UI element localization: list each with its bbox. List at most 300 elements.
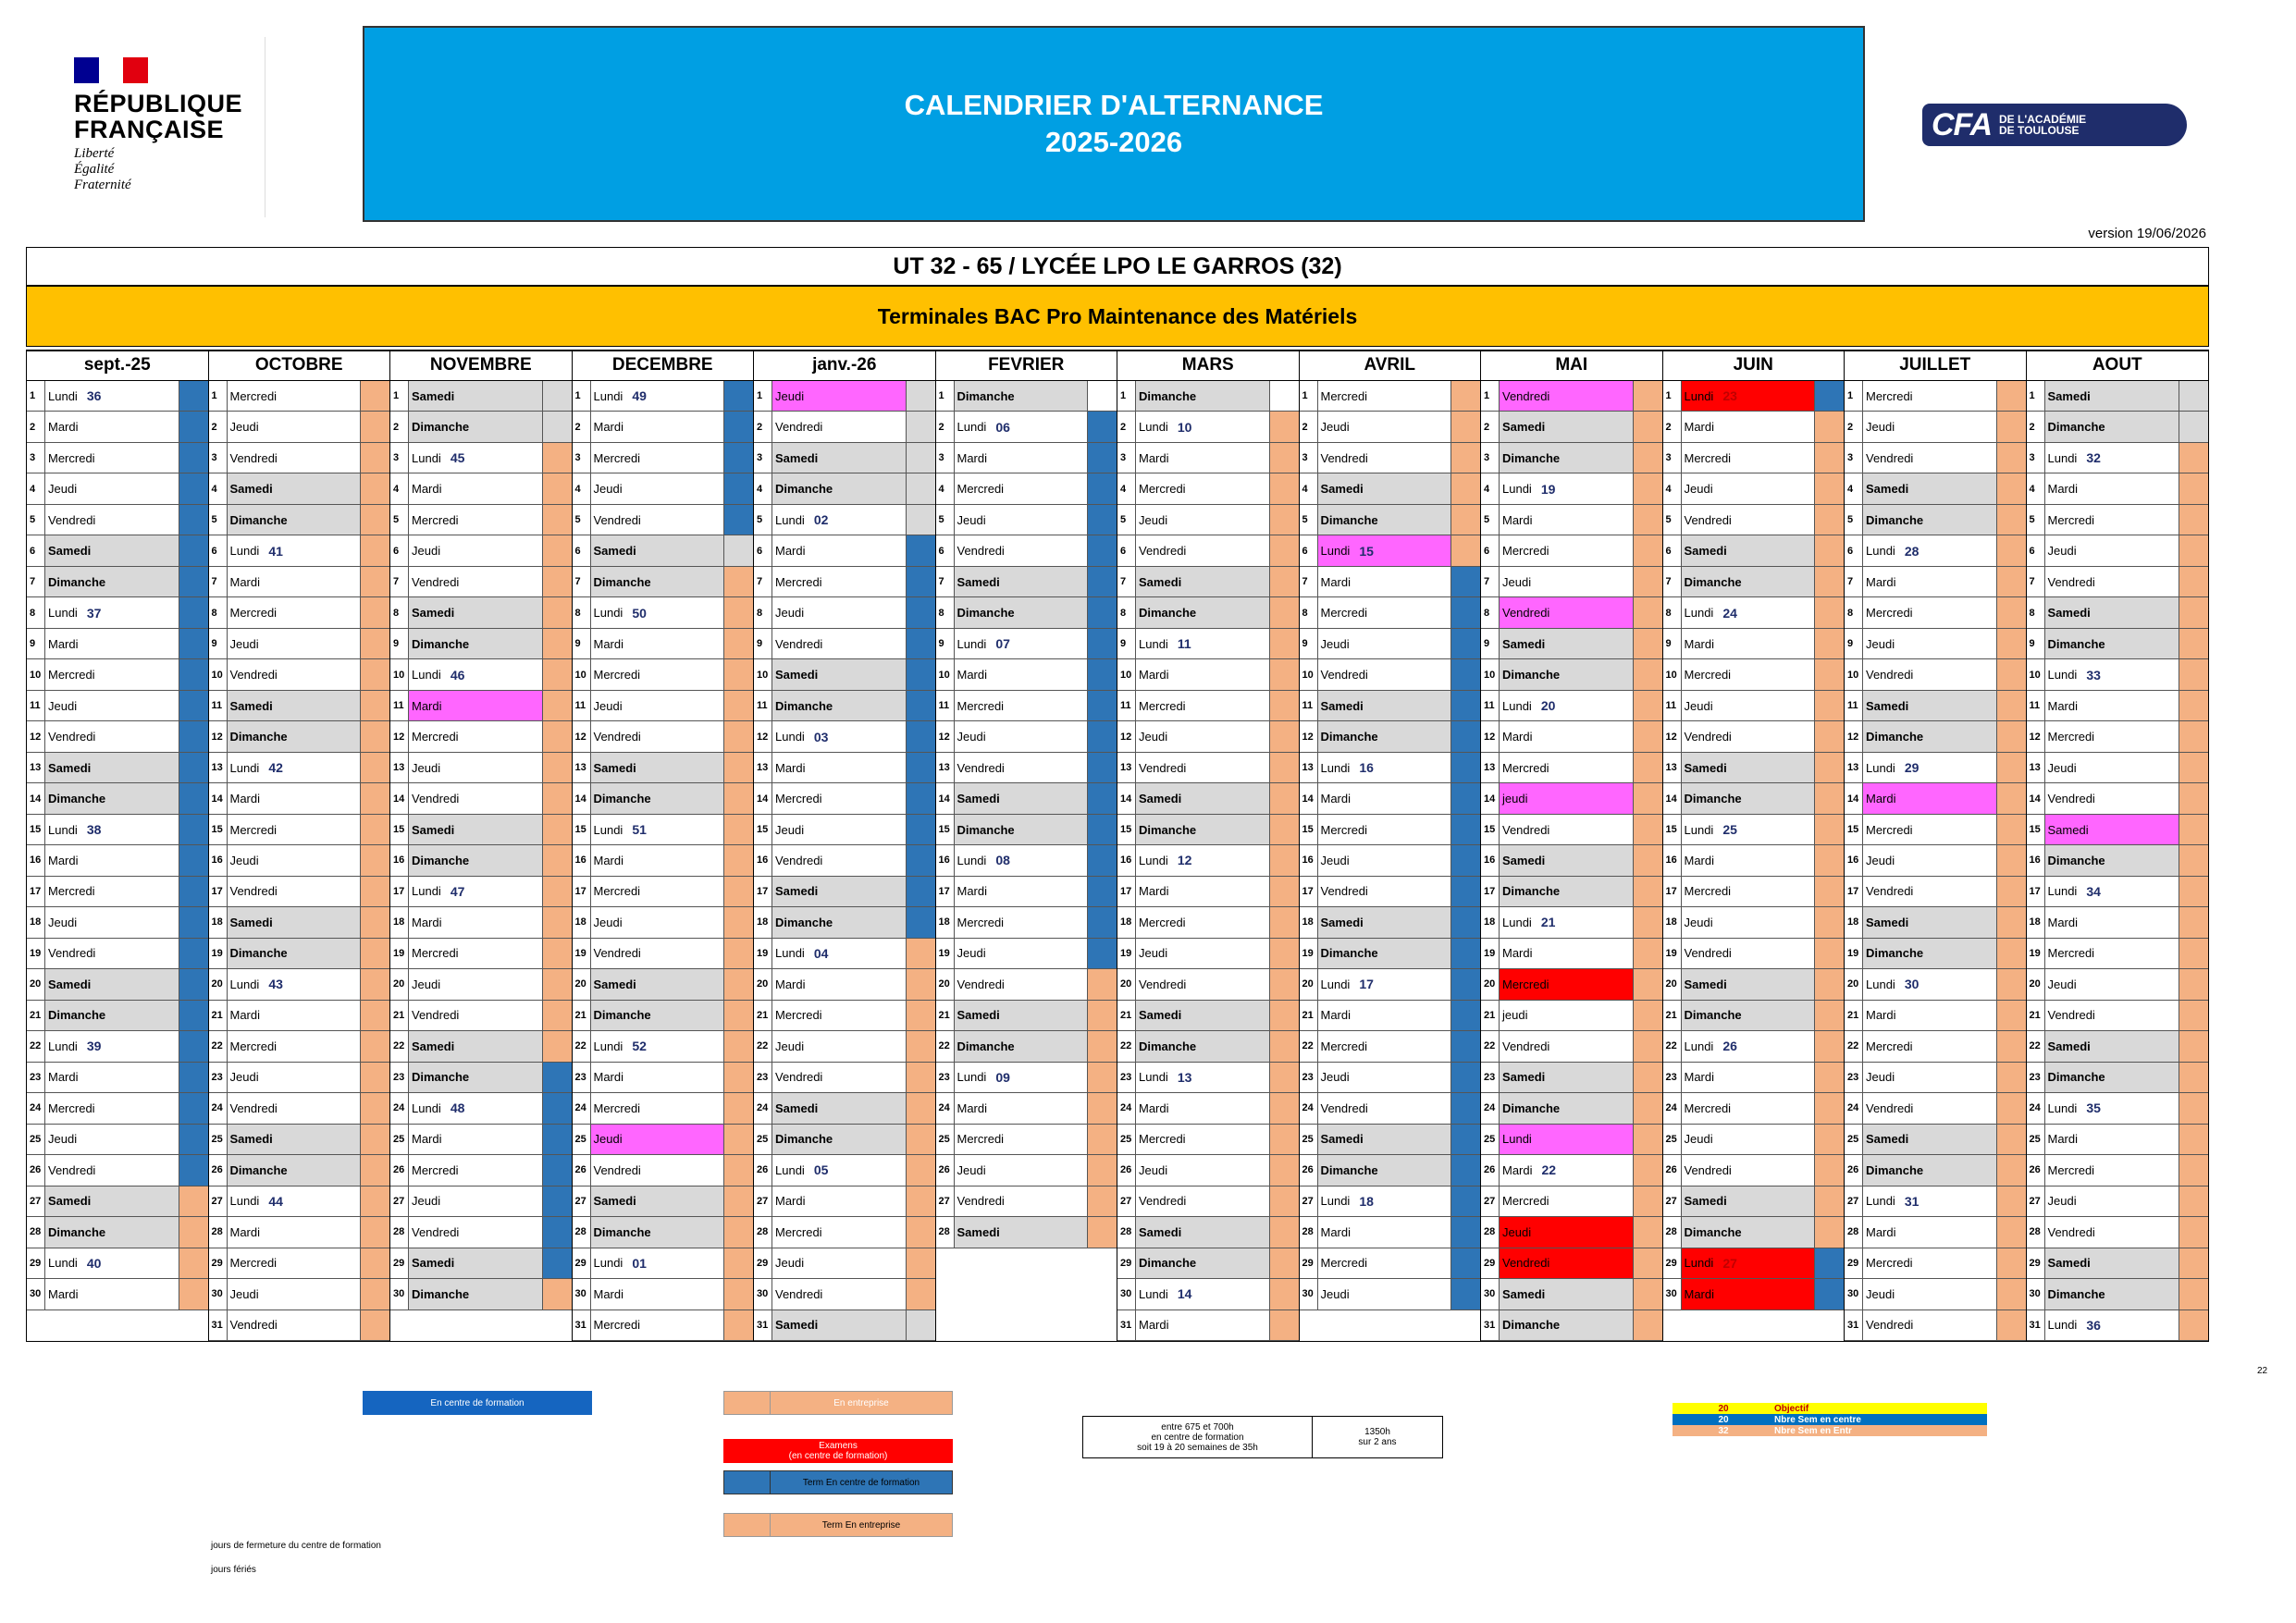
status-cell xyxy=(543,783,572,813)
day-name: Dimanche xyxy=(591,783,725,813)
status-cell xyxy=(543,845,572,875)
day-row xyxy=(573,907,754,938)
day-number: 11 xyxy=(390,691,409,720)
day-row xyxy=(573,1248,754,1279)
day-number: 13 xyxy=(1663,753,1682,782)
status-cell xyxy=(1088,597,1117,627)
day-row xyxy=(27,1063,208,1093)
month-column xyxy=(936,350,1118,1341)
status-cell xyxy=(907,1187,935,1216)
day-number: 13 xyxy=(1845,753,1863,782)
status-cell xyxy=(1270,1063,1299,1092)
day-number: 12 xyxy=(1845,721,1863,751)
day-name: Dimanche xyxy=(2045,1279,2180,1309)
day-name: Dimanche xyxy=(2045,845,2180,875)
day-number: 11 xyxy=(1117,691,1136,720)
day-name: Vendredi xyxy=(228,877,362,906)
week-number: 16 xyxy=(1359,760,1374,776)
day-number: 14 xyxy=(573,783,591,813)
day-row xyxy=(390,473,572,504)
day-number: 21 xyxy=(1663,1001,1682,1030)
day-name: Vendredi xyxy=(1500,1248,1634,1278)
status-cell xyxy=(1997,1031,2026,1061)
day-row xyxy=(1300,535,1481,566)
status-cell xyxy=(1634,691,1662,720)
day-number: 23 xyxy=(1481,1063,1500,1092)
status-cell xyxy=(907,1310,935,1340)
status-cell xyxy=(361,845,389,875)
status-cell xyxy=(2179,1093,2208,1123)
day-row xyxy=(390,721,572,752)
status-cell xyxy=(1634,443,1662,473)
status-cell xyxy=(1815,505,1844,535)
status-cell xyxy=(361,1155,389,1185)
day-row xyxy=(754,1155,935,1186)
status-cell xyxy=(1088,535,1117,565)
status-cell xyxy=(1815,1248,1844,1278)
day-row xyxy=(1845,597,2026,628)
day-number: 12 xyxy=(936,721,955,751)
day-row xyxy=(754,1248,935,1279)
day-number: 17 xyxy=(2027,877,2045,906)
week-number: 34 xyxy=(2086,883,2101,899)
day-name: Jeudi xyxy=(955,939,1089,968)
day-number: 30 xyxy=(209,1279,228,1309)
status-cell xyxy=(2179,1187,2208,1216)
day-name: Vendredi xyxy=(1318,659,1452,689)
day-name: Mardi xyxy=(1863,567,1997,596)
day-name: Vendredi xyxy=(2045,1217,2180,1247)
day-row xyxy=(1845,907,2026,938)
status-cell xyxy=(724,412,753,441)
day-row xyxy=(936,691,1117,721)
status-cell xyxy=(1270,969,1299,999)
day-number: 28 xyxy=(1845,1217,1863,1247)
day-name: Vendredi xyxy=(1682,939,1816,968)
status-cell xyxy=(543,443,572,473)
day-row xyxy=(573,783,754,814)
day-name: Samedi xyxy=(2045,1031,2180,1061)
month-column xyxy=(1481,350,1663,1341)
status-cell xyxy=(907,1248,935,1278)
day-row xyxy=(209,783,390,814)
day-number: 10 xyxy=(1481,659,1500,689)
day-number: 15 xyxy=(573,815,591,844)
day-name: Lundi 23 xyxy=(1682,381,1816,411)
day-number: 27 xyxy=(390,1187,409,1216)
day-row xyxy=(209,597,390,628)
day-number: 15 xyxy=(2027,815,2045,844)
day-row xyxy=(1300,1125,1481,1155)
day-number: 22 xyxy=(754,1031,772,1061)
day-name: Lundi 14 xyxy=(1136,1279,1270,1309)
day-row xyxy=(1300,721,1481,752)
day-name: Mercredi xyxy=(45,877,179,906)
day-name: Mercredi xyxy=(1500,535,1634,565)
day-name: Mardi xyxy=(409,907,543,937)
status-cell xyxy=(543,1155,572,1185)
day-number: 3 xyxy=(27,443,45,473)
day-number: 3 xyxy=(1481,443,1500,473)
day-number: 23 xyxy=(209,1063,228,1092)
day-number: 14 xyxy=(390,783,409,813)
day-name: Samedi xyxy=(772,659,907,689)
day-name: Dimanche xyxy=(2045,629,2180,658)
status-cell xyxy=(2179,939,2208,968)
status-cell xyxy=(1997,877,2026,906)
day-number: 17 xyxy=(209,877,228,906)
day-number: 28 xyxy=(390,1217,409,1247)
status-cell xyxy=(907,1155,935,1185)
status-cell xyxy=(907,877,935,906)
day-row xyxy=(390,1093,572,1124)
status-cell xyxy=(724,1310,753,1340)
day-number: 4 xyxy=(1845,473,1863,503)
day-name: Mardi xyxy=(228,1001,362,1030)
day-row xyxy=(1300,1155,1481,1186)
status-cell xyxy=(179,815,208,844)
day-row xyxy=(1845,443,2026,473)
day-name: Mardi xyxy=(1500,505,1634,535)
status-cell xyxy=(179,1125,208,1154)
day-row xyxy=(754,1063,935,1093)
day-number: 7 xyxy=(27,567,45,596)
day-row xyxy=(27,659,208,690)
day-number: 4 xyxy=(2027,473,2045,503)
status-cell xyxy=(1634,535,1662,565)
status-cell xyxy=(2179,815,2208,844)
day-number: 1 xyxy=(1300,381,1318,411)
day-name: Mercredi xyxy=(591,1310,725,1340)
day-name: Jeudi xyxy=(2045,1187,2180,1216)
status-cell xyxy=(179,381,208,411)
day-name: Vendredi xyxy=(1500,381,1634,411)
centre-num: 20 xyxy=(1718,1414,1729,1425)
day-name: Mardi xyxy=(2045,1125,2180,1154)
day-name: Samedi xyxy=(1136,1217,1270,1247)
day-row xyxy=(1300,1248,1481,1279)
day-name: Mardi xyxy=(1682,629,1816,658)
status-cell xyxy=(724,505,753,535)
day-name: Lundi 46 xyxy=(409,659,543,689)
day-number: 9 xyxy=(936,629,955,658)
day-name: Mardi xyxy=(955,443,1089,473)
day-row xyxy=(936,969,1117,1000)
day-name: Vendredi xyxy=(228,1093,362,1123)
day-name: Vendredi xyxy=(1136,535,1270,565)
status-cell xyxy=(907,845,935,875)
day-row xyxy=(209,412,390,442)
day-row xyxy=(1300,1031,1481,1062)
day-row xyxy=(1481,1063,1662,1093)
status-cell xyxy=(724,1155,753,1185)
day-number: 11 xyxy=(1663,691,1682,720)
day-row xyxy=(27,567,208,597)
day-name: Lundi 20 xyxy=(1500,691,1634,720)
status-cell xyxy=(179,845,208,875)
day-row xyxy=(209,1031,390,1062)
day-number: 17 xyxy=(390,877,409,906)
day-number: 2 xyxy=(209,412,228,441)
day-name: Dimanche xyxy=(409,412,543,441)
status-cell xyxy=(1270,721,1299,751)
day-row xyxy=(1663,721,1845,752)
status-cell xyxy=(1815,1031,1844,1061)
day-row xyxy=(27,939,208,969)
day-number: 5 xyxy=(573,505,591,535)
republique-francaise-logo xyxy=(74,57,268,196)
day-row xyxy=(390,629,572,659)
day-row xyxy=(1481,1217,1662,1248)
day-name: Jeudi xyxy=(1318,845,1452,875)
day-name: Jeudi xyxy=(409,1187,543,1216)
day-name: Dimanche xyxy=(45,1001,179,1030)
day-name: Jeudi xyxy=(1500,1217,1634,1247)
day-name: Mercredi xyxy=(409,505,543,535)
legend-fermeture: jours de fermeture du centre de formation xyxy=(211,1541,381,1551)
status-cell xyxy=(1634,505,1662,535)
day-name: Lundi 03 xyxy=(772,721,907,751)
week-number: 24 xyxy=(1722,605,1737,621)
day-number: 16 xyxy=(1663,845,1682,875)
week-number: 27 xyxy=(1722,1255,1737,1271)
day-row xyxy=(1663,691,1845,721)
day-row xyxy=(573,969,754,1000)
day-number: 30 xyxy=(1663,1279,1682,1309)
status-cell xyxy=(2179,381,2208,411)
day-number: 12 xyxy=(1481,721,1500,751)
status-cell xyxy=(543,877,572,906)
day-name: Mardi xyxy=(772,1187,907,1216)
day-name: Samedi xyxy=(1500,1279,1634,1309)
week-number: 30 xyxy=(1904,977,1920,992)
status-cell xyxy=(724,567,753,596)
day-name: Mardi xyxy=(1136,659,1270,689)
day-number: 16 xyxy=(1481,845,1500,875)
day-number: 25 xyxy=(1845,1125,1863,1154)
day-name: Samedi xyxy=(2045,1248,2180,1278)
week-number: 06 xyxy=(995,419,1010,435)
status-cell xyxy=(2179,1001,2208,1030)
day-name: Jeudi xyxy=(772,1031,907,1061)
day-name: Mercredi xyxy=(2045,939,2180,968)
status-cell xyxy=(1997,691,2026,720)
day-name: Dimanche xyxy=(409,629,543,658)
week-number: 12 xyxy=(1177,853,1192,868)
day-name: Samedi xyxy=(591,535,725,565)
day-name: Lundi 39 xyxy=(45,1031,179,1061)
status-cell xyxy=(1451,1031,1480,1061)
day-number: 31 xyxy=(2027,1310,2045,1340)
day-name: Jeudi xyxy=(1318,412,1452,441)
status-cell xyxy=(1088,1125,1117,1154)
day-number: 8 xyxy=(209,597,228,627)
day-name: Jeudi xyxy=(1318,1279,1452,1309)
status-cell xyxy=(1088,473,1117,503)
day-number: 2 xyxy=(27,412,45,441)
status-cell xyxy=(543,535,572,565)
day-name: Vendredi xyxy=(591,939,725,968)
status-cell xyxy=(1815,845,1844,875)
day-row xyxy=(27,505,208,535)
day-row xyxy=(1845,753,2026,783)
day-number: 1 xyxy=(390,381,409,411)
day-row xyxy=(1481,1031,1662,1062)
day-name: Jeudi xyxy=(1863,629,1997,658)
day-row xyxy=(1300,753,1481,783)
status-cell xyxy=(1634,629,1662,658)
day-name: Mercredi xyxy=(955,1125,1089,1154)
day-name: Mardi xyxy=(1682,412,1816,441)
day-row xyxy=(390,1217,572,1248)
status-cell xyxy=(1088,969,1117,999)
status-cell xyxy=(179,659,208,689)
status-cell xyxy=(1270,1031,1299,1061)
status-cell xyxy=(361,1063,389,1092)
status-cell xyxy=(361,1125,389,1154)
day-row xyxy=(390,1125,572,1155)
status-cell xyxy=(1270,1248,1299,1278)
legend-term-entreprise xyxy=(723,1513,953,1537)
status-cell xyxy=(1634,412,1662,441)
day-row xyxy=(573,1031,754,1062)
day-row xyxy=(1300,473,1481,504)
page-number: 22 xyxy=(2257,1366,2268,1376)
day-row xyxy=(754,907,935,938)
day-number: 8 xyxy=(1481,597,1500,627)
status-cell xyxy=(2179,505,2208,535)
day-number: 8 xyxy=(936,597,955,627)
day-number: 13 xyxy=(27,753,45,782)
day-name: Jeudi xyxy=(409,969,543,999)
day-row xyxy=(573,1187,754,1217)
day-row xyxy=(1845,969,2026,1000)
day-name: Samedi xyxy=(591,753,725,782)
day-row xyxy=(390,753,572,783)
status-cell xyxy=(179,1155,208,1185)
day-name: Lundi 12 xyxy=(1136,845,1270,875)
status-cell xyxy=(724,969,753,999)
day-name: Lundi 36 xyxy=(45,381,179,411)
day-row xyxy=(573,1155,754,1186)
day-name: Mercredi xyxy=(1136,907,1270,937)
week-number: 20 xyxy=(1540,698,1556,714)
day-row xyxy=(1117,815,1299,845)
month-header: janv.-26 xyxy=(754,350,935,381)
day-row xyxy=(209,939,390,969)
day-number: 15 xyxy=(1663,815,1682,844)
day-number: 15 xyxy=(1845,815,1863,844)
status-cell xyxy=(1634,1217,1662,1247)
day-number: 3 xyxy=(390,443,409,473)
day-name: Dimanche xyxy=(2045,1063,2180,1092)
status-cell xyxy=(2179,877,2208,906)
status-cell xyxy=(1815,907,1844,937)
day-name: Samedi xyxy=(2045,381,2180,411)
status-cell xyxy=(179,443,208,473)
day-row xyxy=(2027,505,2209,535)
day-number: 10 xyxy=(1300,659,1318,689)
day-row xyxy=(390,939,572,969)
day-number: 24 xyxy=(390,1093,409,1123)
day-row xyxy=(1300,691,1481,721)
day-number: 17 xyxy=(1300,877,1318,906)
day-number: 18 xyxy=(209,907,228,937)
day-row xyxy=(936,877,1117,907)
day-number: 14 xyxy=(27,783,45,813)
day-row xyxy=(1481,381,1662,412)
day-number: 22 xyxy=(390,1031,409,1061)
day-name: Dimanche xyxy=(772,1125,907,1154)
status-cell xyxy=(2179,907,2208,937)
day-name: Samedi xyxy=(1682,969,1816,999)
day-row xyxy=(209,659,390,690)
day-row xyxy=(209,1217,390,1248)
status-cell xyxy=(1997,381,2026,411)
status-cell xyxy=(1270,753,1299,782)
day-name: Samedi xyxy=(45,753,179,782)
day-name: Vendredi xyxy=(772,845,907,875)
day-number: 19 xyxy=(209,939,228,968)
day-name: Lundi xyxy=(1500,1125,1634,1154)
day-row xyxy=(1845,939,2026,969)
day-number: 24 xyxy=(1663,1093,1682,1123)
week-number: 37 xyxy=(86,605,102,621)
day-name: Jeudi xyxy=(591,691,725,720)
day-name: Vendredi xyxy=(45,505,179,535)
status-cell xyxy=(1270,907,1299,937)
day-row xyxy=(1117,1031,1299,1062)
status-cell xyxy=(1088,505,1117,535)
day-row xyxy=(1300,597,1481,628)
status-cell xyxy=(907,1063,935,1092)
day-row xyxy=(27,691,208,721)
status-cell xyxy=(1997,1155,2026,1185)
day-number: 4 xyxy=(1663,473,1682,503)
status-cell xyxy=(1088,907,1117,937)
day-name: Jeudi xyxy=(1318,629,1452,658)
day-row xyxy=(1663,1031,1845,1062)
day-number: 1 xyxy=(27,381,45,411)
day-row xyxy=(1845,1155,2026,1186)
week-number: 50 xyxy=(632,605,647,621)
day-number: 7 xyxy=(1845,567,1863,596)
day-row xyxy=(1845,877,2026,907)
status-cell xyxy=(1451,629,1480,658)
week-number: 08 xyxy=(995,853,1010,868)
day-row xyxy=(573,381,754,412)
status-cell xyxy=(1997,1187,2026,1216)
week-number: 31 xyxy=(1904,1193,1920,1209)
status-cell xyxy=(1997,443,2026,473)
day-number: 29 xyxy=(27,1248,45,1278)
day-name: Mardi xyxy=(1500,939,1634,968)
day-number: 12 xyxy=(1300,721,1318,751)
status-cell xyxy=(1088,1001,1117,1030)
status-cell xyxy=(1451,907,1480,937)
day-name: Lundi 49 xyxy=(591,381,725,411)
status-cell xyxy=(1451,659,1480,689)
day-number: 15 xyxy=(390,815,409,844)
day-name: Jeudi xyxy=(45,907,179,937)
day-number: 3 xyxy=(754,443,772,473)
status-cell xyxy=(179,1187,208,1216)
day-number: 22 xyxy=(1481,1031,1500,1061)
day-number: 22 xyxy=(1845,1031,1863,1061)
week-number: 44 xyxy=(268,1193,283,1209)
day-name: Dimanche xyxy=(1318,939,1452,968)
status-cell xyxy=(724,1248,753,1278)
